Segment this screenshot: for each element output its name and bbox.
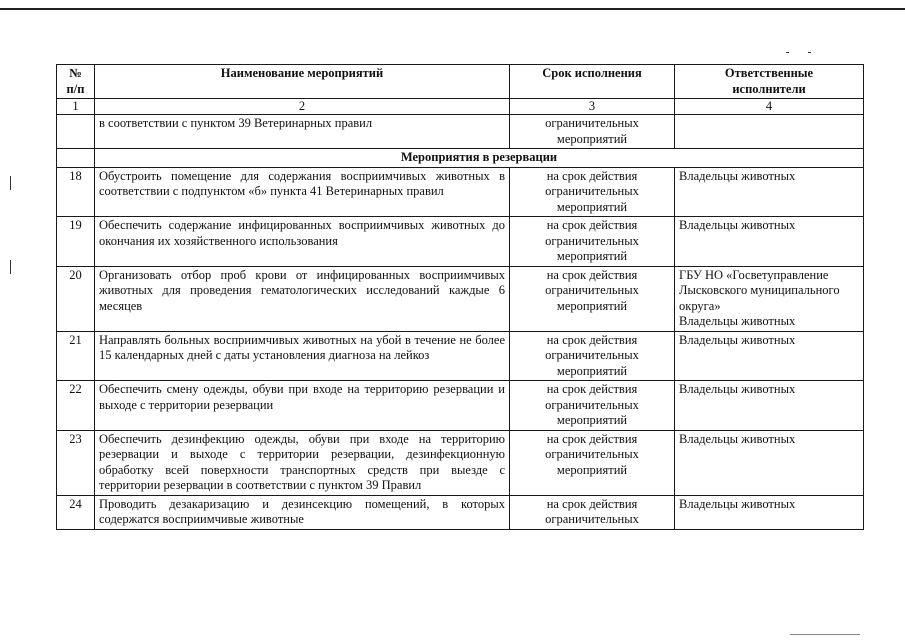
table-header-row: [57, 65, 864, 99]
section-row-empty-cell: [57, 149, 95, 168]
row-responsible: [675, 115, 864, 149]
row-term: на срок действия ограничительных мероприятий: [510, 430, 675, 495]
scan-top-rule: [0, 8, 905, 10]
table-row: [57, 217, 864, 267]
row-responsible: Владельцы животных: [675, 430, 864, 495]
row-action: Обеспечить дезинфекцию одежды, обуви при входе на территорию резервации и выходе с территории резервации, дезинфекционную обработку всей поверхности транспортных средств при выезде с территории резервации в соответствии с пунктом 39 Правил: [95, 430, 510, 495]
row-action: в соответствии с пунктом 39 Ветеринарных правил: [95, 115, 510, 149]
section-row: [57, 149, 864, 168]
row-action: Направлять больных восприимчивых животных на убой в течение не более 15 календарных дней с даты установления диагноза на лейкоз: [95, 331, 510, 381]
row-number: 21: [57, 331, 95, 381]
row-term: на срок действия ограничительных мероприятий: [510, 381, 675, 431]
row-number: 18: [57, 167, 95, 217]
table-row: [57, 495, 864, 529]
row-term: на срок действия ограничительных мероприятий: [510, 167, 675, 217]
scan-speck: [808, 52, 811, 53]
column-number: 3: [510, 99, 675, 115]
scan-bottom-mark: [790, 634, 860, 635]
row-number: 22: [57, 381, 95, 431]
row-responsible: Владельцы животных: [675, 495, 864, 529]
row-responsible: ГБУ НО «Госветуправление Лысковского муниципального округа» Владельцы животных: [675, 266, 864, 331]
row-action: Обеспечить смену одежды, обуви при входе на территорию резервации и выходе с территории резервации: [95, 381, 510, 431]
continuation-row: [57, 115, 864, 149]
table-row: [57, 331, 864, 381]
row-responsible: Владельцы животных: [675, 381, 864, 431]
scan-margin-mark: [10, 260, 11, 274]
header-responsible: Ответственные исполнители: [675, 65, 864, 99]
table-row: [57, 430, 864, 495]
row-term: на срок действия ограничительных мероприятий: [510, 266, 675, 331]
row-action: Проводить дезакаризацию и дезинсекцию помещений, в которых содержатся восприимчивые животные: [95, 495, 510, 529]
row-term: на срок действия ограничительных: [510, 495, 675, 529]
section-title: Мероприятия в резервации: [95, 149, 864, 168]
row-responsible: Владельцы животных: [675, 331, 864, 381]
header-measure-name: Наименование мероприятий: [95, 65, 510, 99]
row-number: 24: [57, 495, 95, 529]
row-number: 23: [57, 430, 95, 495]
header-number: № п/п: [57, 65, 95, 99]
column-number-row: [57, 99, 864, 115]
column-number: 4: [675, 99, 864, 115]
row-action: Организовать отбор проб крови от инфицированных восприимчивых животных для проведения гематологических исследований каждые 6 месяцев: [95, 266, 510, 331]
row-term: ограничительных мероприятий: [510, 115, 675, 149]
table-row: [57, 381, 864, 431]
row-action: Обустроить помещение для содержания восприимчивых животных в соответствии с подпунктом «б» пункта 41 Ветеринарных правил: [95, 167, 510, 217]
row-term: на срок действия ограничительных мероприятий: [510, 331, 675, 381]
scan-margin-mark: [10, 176, 11, 190]
column-number: 1: [57, 99, 95, 115]
row-number: [57, 115, 95, 149]
row-number: 20: [57, 266, 95, 331]
table-row: [57, 266, 864, 331]
scan-speck: [786, 52, 789, 53]
table-row: [57, 167, 864, 217]
row-action: Обеспечить содержание инфицированных восприимчивых животных до окончания их хозяйственного использования: [95, 217, 510, 267]
column-number: 2: [95, 99, 510, 115]
header-deadline: Срок исполнения: [510, 65, 675, 99]
measures-table: [56, 64, 864, 530]
row-responsible: Владельцы животных: [675, 167, 864, 217]
row-responsible: Владельцы животных: [675, 217, 864, 267]
row-number: 19: [57, 217, 95, 267]
row-term: на срок действия ограничительных мероприятий: [510, 217, 675, 267]
